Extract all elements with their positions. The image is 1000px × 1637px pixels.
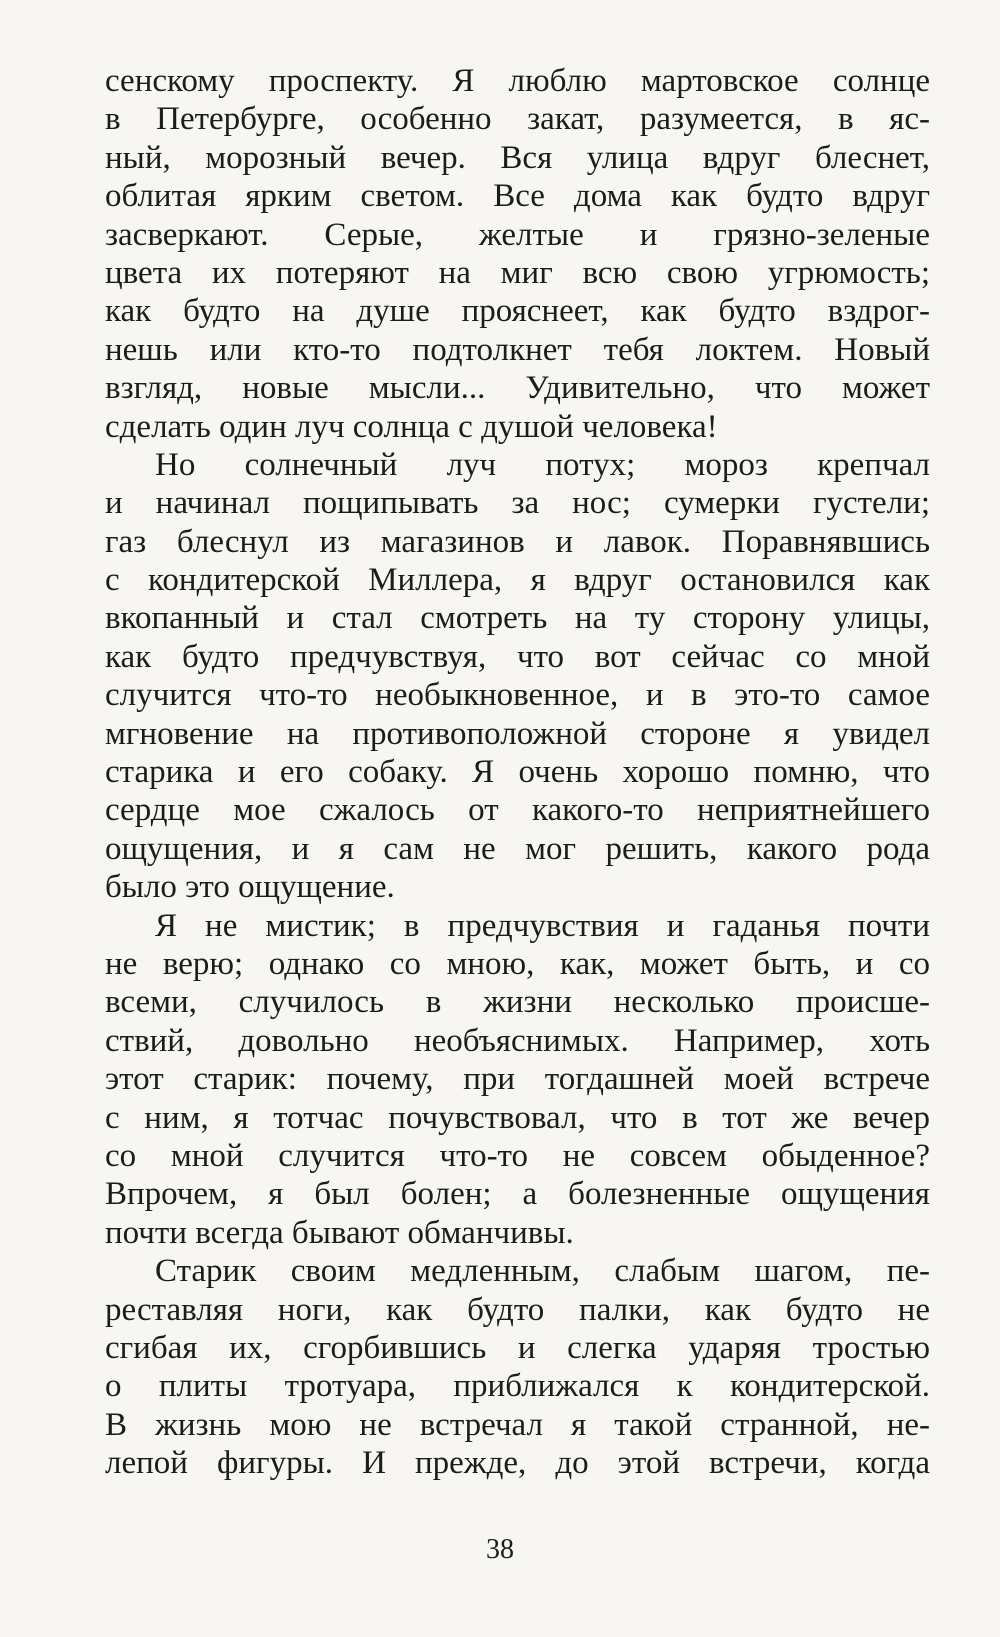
text-line: старика и его собаку. Я очень хорошо помню, что <box>105 754 930 791</box>
text-line: с ним, я тотчас почувствовал, что в тот же вечер <box>105 1099 930 1136</box>
text-line: как будто на душе прояснеет, как будто вздрог- <box>105 293 930 330</box>
text-line: всеми, случилось в жизни несколько происше- <box>105 984 930 1021</box>
text-line: засверкают. Серые, желтые и грязно-зеленые <box>105 216 930 253</box>
text-line: в Петербурге, особенно закат, разумеется, в яс- <box>105 101 930 138</box>
text-line: сенскому проспекту. Я люблю мартовское солнце <box>105 63 930 99</box>
text-line: сделать один луч солнца с душой человека! <box>105 408 718 445</box>
text-line: случится что-то необыкновенное, и в это-то самое <box>105 677 930 714</box>
text-line: реставляя ноги, как будто палки, как будто не <box>105 1291 930 1328</box>
text-line: и начинал пощипывать за нос; сумерки густели; <box>105 485 930 522</box>
text-line: вкопанный и стал смотреть на ту сторону улицы, <box>105 600 930 637</box>
text-line: как будто предчувствуя, что вот сейчас со мной <box>105 638 930 675</box>
text-line: было это ощущение. <box>105 869 395 906</box>
text-line: нешь или кто-то подтолкнет тебя локтем. Новый <box>105 331 930 368</box>
text-line: о плиты тротуара, приближался к кондитерской. <box>105 1368 930 1405</box>
text-line: сердце мое сжалось от какого-то неприятнейшего <box>105 792 930 829</box>
text-line: с кондитерской Миллера, я вдруг остановился как <box>105 562 930 599</box>
text-line: почти всегда бывают обманчивы. <box>105 1214 574 1251</box>
text-line: взгляд, новые мысли... Удивительно, что может <box>105 370 930 407</box>
paragraph <box>105 907 930 1253</box>
text-line: ощущения, и я сам не мог решить, какого рода <box>105 830 930 867</box>
text-line: со мной случится что-то не совсем обыденное? <box>105 1137 930 1174</box>
page-number: 38 <box>486 1534 514 1565</box>
text-line: сгибая их, сгорбившись и слегка ударяя тростью <box>105 1329 930 1366</box>
text-line: лепой фигуры. И прежде, до этой встречи, когда <box>105 1445 930 1482</box>
paragraph <box>105 62 930 446</box>
text-line: этот старик: почему, при тогдашней моей встрече <box>105 1061 930 1098</box>
paragraph <box>105 446 930 907</box>
text-line: облитая ярким светом. Все дома как будто вдруг <box>105 178 930 215</box>
text-line: газ блеснул из магазинов и лавок. Поравнявшись <box>105 523 930 560</box>
page-body <box>105 62 930 1482</box>
text-line: Но солнечный луч потух; мороз крепчал <box>155 446 930 483</box>
text-line: Впрочем, я был болен; а болезненные ощущения <box>105 1176 930 1213</box>
paragraph <box>105 1252 930 1482</box>
text-line: цвета их потеряют на миг всю свою угрюмость; <box>105 254 930 291</box>
text-line: мгновение на противоположной стороне я увидел <box>105 715 930 752</box>
text-line: Старик своим медленным, слабым шагом, пе- <box>155 1253 930 1290</box>
text-line: ный, морозный вечер. Вся улица вдруг блеснет, <box>105 139 930 176</box>
text-line: Я не мистик; в предчувствия и гаданья почти <box>155 907 930 944</box>
text-line: ствий, довольно необъяснимых. Например, хоть <box>105 1022 930 1059</box>
text-line: не верю; однако со мною, как, может быть, и со <box>105 945 930 982</box>
text-line: В жизнь мою не встречал я такой странной, не- <box>105 1406 930 1443</box>
